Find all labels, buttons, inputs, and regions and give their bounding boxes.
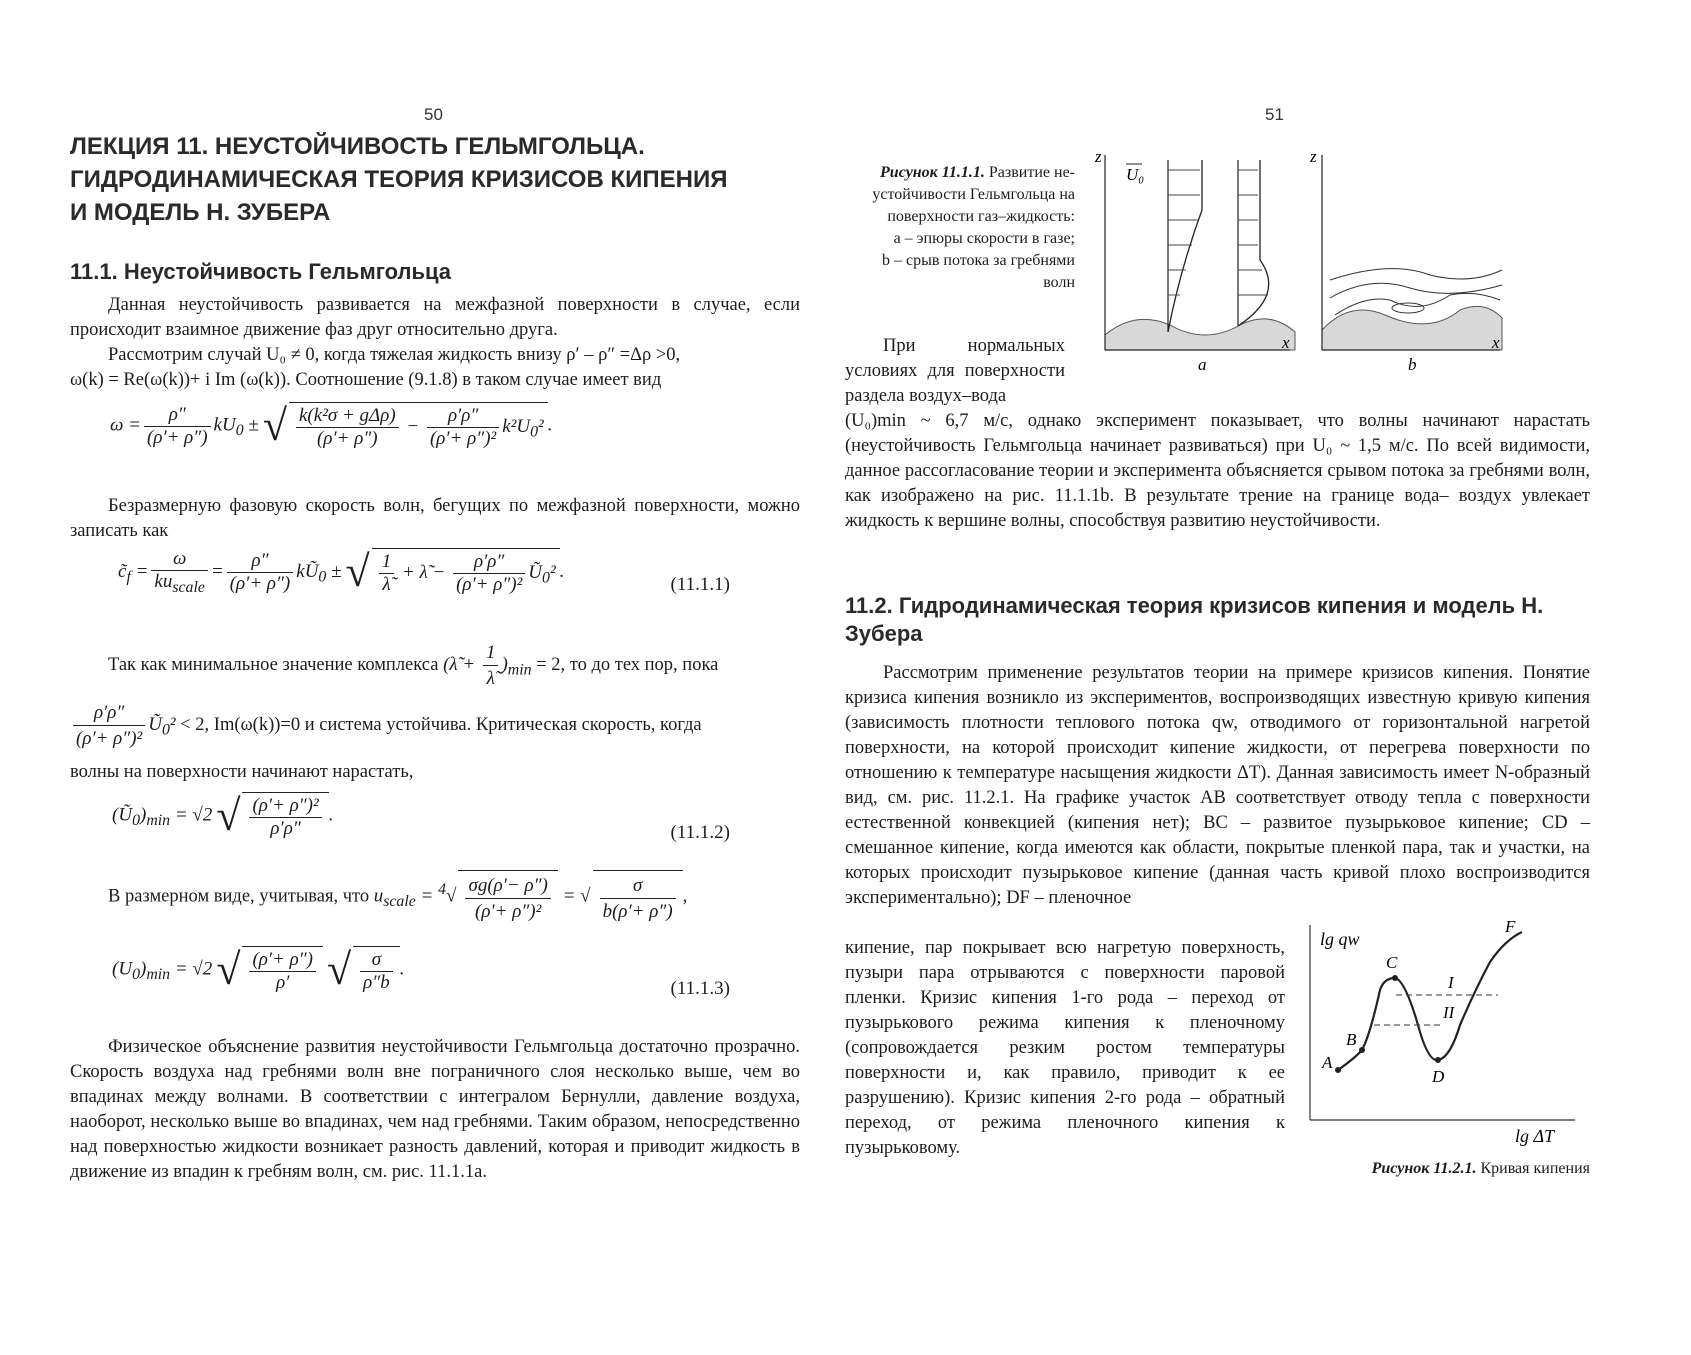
- text: Так как минимальное значение комплекса: [108, 654, 439, 675]
- velocity-profile-1: [1168, 160, 1202, 332]
- section-title: 11.1. Неустойчивость Гельмгольца: [70, 259, 452, 284]
- panel-b: [1322, 155, 1502, 350]
- paragraph-line: волны на поверхности начинают нарастать,: [70, 762, 414, 782]
- caption-line: устойчивости Гельмгольца на: [872, 186, 1075, 203]
- velocity-arrows: [1168, 170, 1268, 295]
- lecture-title: [70, 130, 810, 229]
- label-i: I: [1448, 973, 1454, 992]
- label-c: C: [1386, 953, 1398, 972]
- formula-critical-velocity: $(Ũ_0)_{min} = √2√$ $\frac{\text{(ρ′+ ρ″)²}}{\rho'\rho''}$ .: [112, 791, 334, 840]
- caption-line: волн: [1043, 274, 1075, 291]
- lecture-title-line: ЛЕКЦИЯ 11. НЕУСТОЙЧИВОСТЬ ГЕЛЬМГОЛЬЦА.: [70, 133, 645, 160]
- figure-caption: [865, 162, 1075, 294]
- panel-b-label: b: [1408, 355, 1417, 374]
- formula-complex: (λ̃ + $\frac{1}{\lambdã}$ )$_{min}$: [443, 642, 532, 689]
- formula-phase-velocity: $c̃_f$ = $\frac{\omega}{ku_{scale}}$ = $\frac{\rho''}{(\rho'+ \rho'')}$ $kŨ_0$ ±√ $\frac{1}{\lambdã}$ + λ̃ − $\frac{\rho'\rho''}{\text{(ρ′+ ρ″)²}}$ $Ũ_0^2$ .: [118, 547, 565, 597]
- paragraph: Физическое объяснение развития неустойчивости Гельмгольца достаточно прозрачно. Скорость воздуха над гребнями волн вне пограничного слоя несколько выше, чем во впадинах между волнами. В соответствии с интегралом Бернулли, давление воздуха, наоборот, несколько выше во впадинах, чем над гребнями. Таким образом, непосредственно над поверхностью жидкости возникает разность давлений, которая и приводит жидкость в движение из впадин к гребням волн, см. рис. 11.1.1a.: [70, 1037, 800, 1182]
- point-d: [1435, 1057, 1441, 1063]
- equation-number: (11.1.3): [670, 978, 730, 999]
- label-f: F: [1505, 920, 1516, 936]
- caption-line: a – эпюры скорости в газе;: [893, 230, 1075, 247]
- separation-vortex: [1392, 303, 1424, 313]
- equation-number: (11.1.2): [670, 822, 730, 843]
- panel-a-label: a: [1198, 355, 1207, 374]
- right-page: [845, 0, 1691, 1355]
- velocity-profile-2: [1238, 160, 1269, 326]
- label-d: D: [1432, 1067, 1445, 1086]
- paragraph-line: ω(k) = Re(ω(k))+ i Im (ω(k)). Соотношение (9.1.8) в таком случае имеет вид: [70, 370, 662, 390]
- paragraph: Данная неустойчивость развивается на межфазной поверхности в случае, если происходит взаимное движение фаз друг относительно друга.: [70, 295, 800, 340]
- panel-a: [1105, 155, 1295, 350]
- text: = 2, то до тех пор, пока: [536, 654, 719, 675]
- label-a: A: [1322, 1053, 1333, 1072]
- formula-dimensional-velocity: $(U_0)_{min} = √2√$ $\frac{(\rho'+ \rho'')}{\rho'}$ √ $\frac{\sigma}{\rho''b}$ .: [112, 945, 405, 994]
- caption-line: Развитие не-: [988, 164, 1075, 181]
- paragraph: кипение, пар покрывает всю нагретую поверхность, пузыри пара отрываются с поверхности паровой пленки. Кризис кипения 1-го рода – переход от пузырькового режима кипения к пленочному (сопровождается резким ростом температуры поверхности и, как правило, приводит к ее разрушению). Кризис кипения 2-го рода – обратный переход, от режима пленочного кипения к пузырьковому.: [845, 938, 1285, 1158]
- left-page: [0, 0, 845, 1355]
- paragraph-line: [70, 700, 702, 751]
- paragraph-side: При нормальных условиях для поверхности раздела воздух–вода: [845, 336, 1065, 406]
- point-b: [1359, 1047, 1365, 1053]
- equation-number: (11.1.1): [670, 574, 730, 595]
- caption-line: b – срыв потока за гребнями: [881, 252, 1075, 269]
- text: < 2, Im(ω(k))=0 и система устойчива. Критическая скорость, когда: [180, 714, 702, 735]
- x-label-b: x: [1492, 333, 1500, 352]
- label-ii: II: [1443, 1003, 1455, 1022]
- liquid-surface-a: [1105, 319, 1295, 350]
- label-b: B: [1346, 1030, 1357, 1049]
- paragraph-line: [108, 640, 718, 691]
- u0-label: U₀: [1126, 165, 1145, 184]
- lecture-title-line: ГИДРОДИНАМИЧЕСКАЯ ТЕОРИЯ КРИЗИСОВ КИПЕНИЯ: [70, 166, 728, 193]
- x-label-a: x: [1282, 333, 1290, 352]
- paragraph: (U₀)min ~ 6,7 м/с, однако эксперимент показывает, что волны начинают нарастать (неустойчивость Гельмгольца начинает развиваться) при U₀ ~ 1,5 м/с. По всей видимости, данное рассогласование теории и эксперимента объясняется срывом потока за гребнями волн, как изображено на рис. 11.1.1b. В результате трение на границе вода– воздух увлекает жидкость к вершине волны, способствуя развитию неустойчивости.: [845, 411, 1590, 531]
- caption-line: поверхности газ–жидкость:: [887, 208, 1075, 225]
- lecture-title-line: И МОДЕЛЬ Н. ЗУБЕРА: [70, 199, 331, 226]
- paragraph-line: Рассмотрим случай U₀ ≠ 0, когда тяжелая жидкость внизу ρ′ – ρ″ =Δρ >0,: [108, 345, 681, 365]
- paragraph: Рассмотрим применение результатов теории на примере кризисов кипения. Понятие кризиса кипения возникло из экспериментов, воспроизводящих известную кривую кипения (зависимость плотности теплового потока qw, отводимого от горизонтальной нагретой поверхности, на которой происходит кипение жидкости, от перегрева поверхности по отношению к температуре насыщения жидкости ΔT). Данная зависимость имеет N-образный вид, см. рис. 11.2.1. На графике участок AB соответствует отводу тепла с поверхности естественной конвекцией (кипения нет); BC – развитое пузырьковое кипение; CD – смешанное кипение, когда имеются как области, покрытые пленкой пара, так и участки, на которых происходит пузырьковое кипение (данная часть кривой плохо воспроизводится экспериментально); DF – пленочное: [845, 663, 1590, 908]
- boiling-curve: [1338, 932, 1522, 1070]
- z-label-a: z: [1095, 150, 1102, 166]
- paragraph-line: [108, 870, 687, 924]
- z-label-b: z: [1310, 150, 1317, 166]
- y-axis-label: lg qw: [1320, 929, 1360, 949]
- figure-caption: [1265, 1158, 1590, 1180]
- streamline-2: [1330, 283, 1502, 298]
- point-a: [1335, 1067, 1341, 1073]
- figure-helmholtz-instability: [1090, 150, 1510, 375]
- page-number: 51: [1265, 105, 1284, 124]
- formula-uscale: $u_{scale} = ^4√$ $\frac{\sigma g(\rho'- \rho'')}{\text{(ρ′+ ρ″)²}}$ = √ $\frac{\sigma}{b(\rho'+ \rho'')}$ ,: [374, 870, 688, 924]
- caption-text: Кривая кипения: [1480, 1160, 1590, 1177]
- x-axis-label: lg ΔT: [1515, 1126, 1555, 1146]
- text: В размерном виде, учитывая, что: [108, 886, 370, 907]
- paragraph: Безразмерную фазовую скорость волн, бегущих по межфазной поверхности, можно записать как: [70, 496, 800, 541]
- formula-stability: $\frac{\rho'\rho''}{\text{(ρ′+ ρ″)²}}$ $Ũ_0^2$: [70, 700, 176, 751]
- section-title: 11.2. Гидродинамическая теория кризисов кипения и модель Н. Зубера: [845, 593, 1544, 646]
- point-c: [1392, 975, 1398, 981]
- figure-boiling-curve: [1300, 920, 1600, 1150]
- page-number: 50: [424, 105, 443, 124]
- streamline-1: [1330, 269, 1502, 280]
- formula-omega: ω = $\frac{\rho''}{(\rho'+ \rho'')}$ $kU_0$ ±√ $\frac{\text{k(k²σ + gΔρ)}}{(\rho'+ \rho'')}$ − $\frac{\rho'\rho''}{\text{(ρ′+ ρ″)²}}$ $k^2U_0^2$ .: [110, 401, 553, 450]
- figure-caption-label: Рисунок 11.1.1.: [880, 164, 985, 181]
- figure-caption-label: Рисунок 11.2.1.: [1371, 1160, 1477, 1177]
